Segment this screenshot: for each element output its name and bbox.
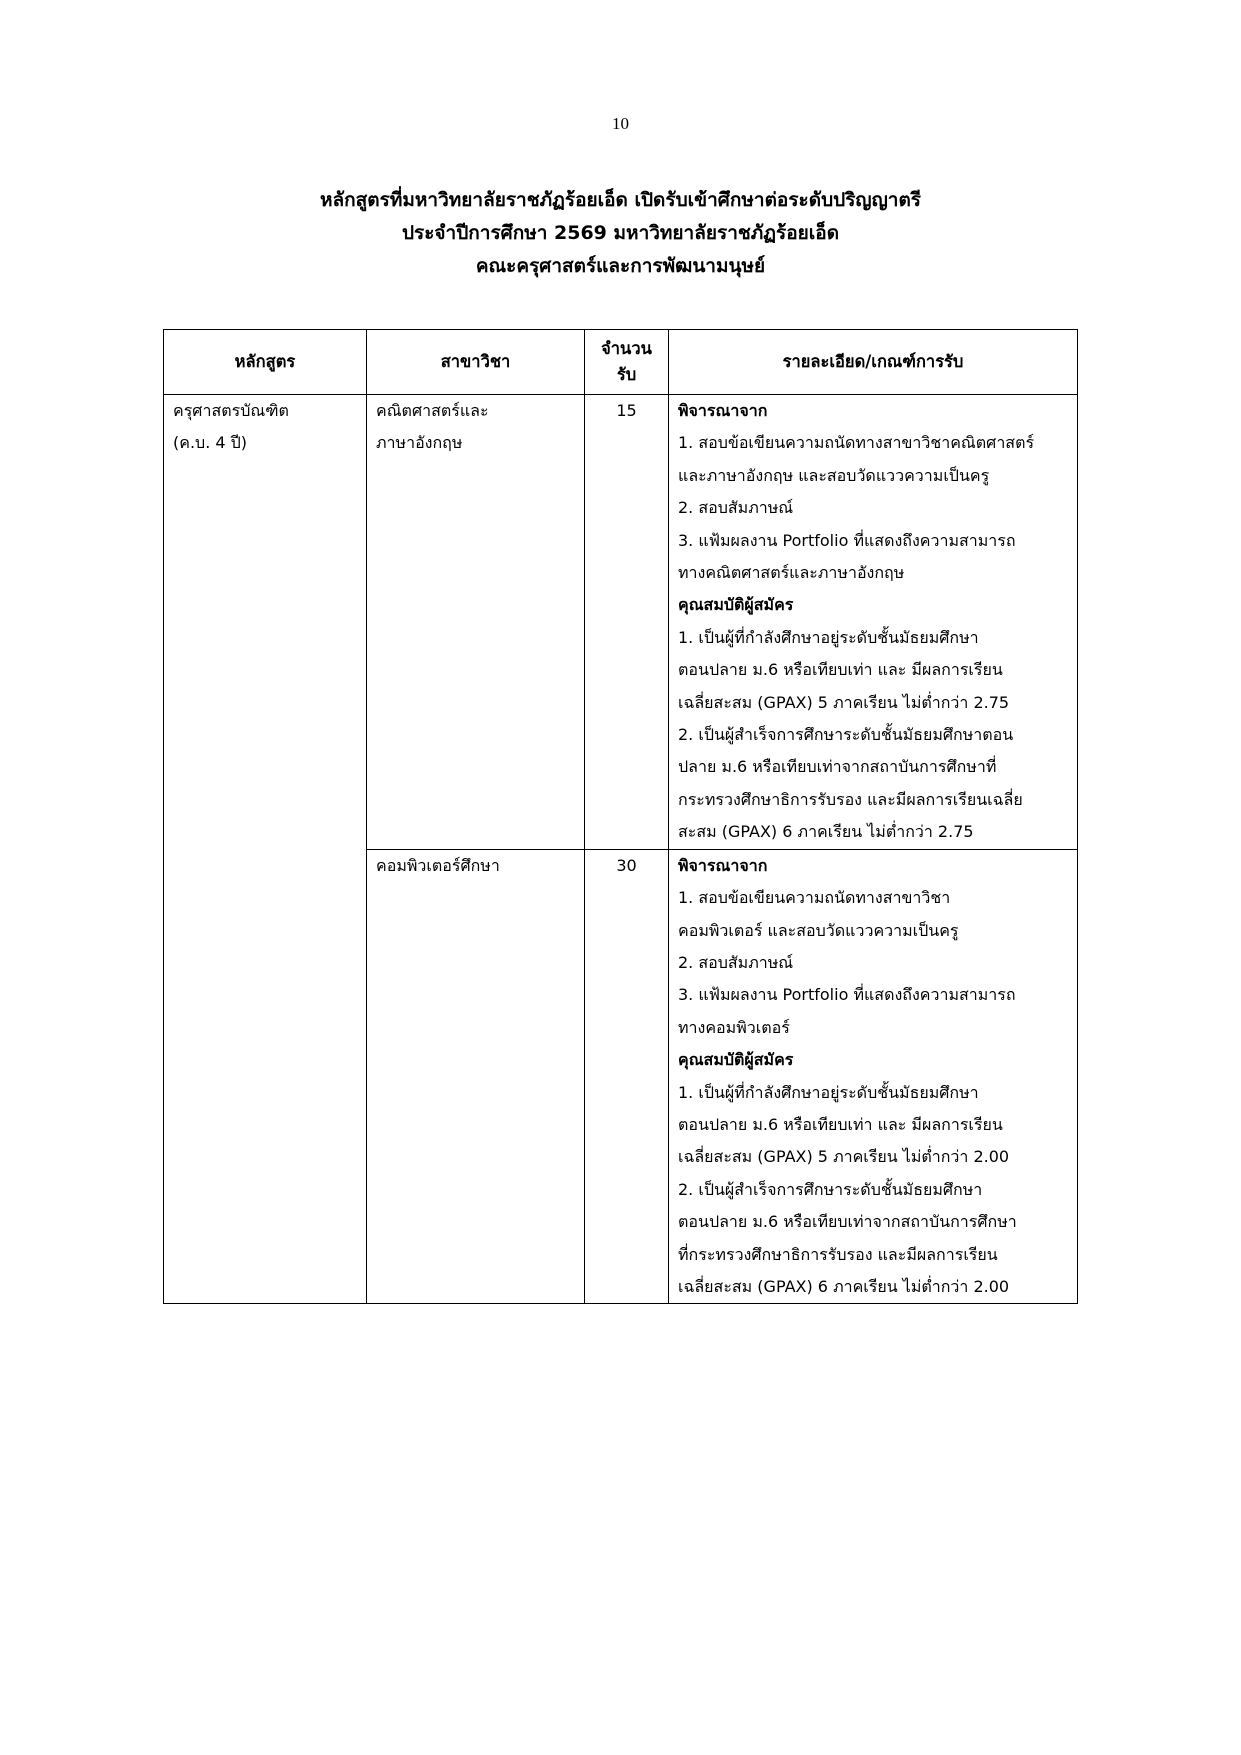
criteria-line: และภาษาอังกฤษ และสอบวัดแววความเป็นครู xyxy=(678,465,990,485)
criteria-line: ทางคณิตศาสตร์และภาษาอังกฤษ xyxy=(678,563,905,583)
qualification-line: 1. เป็นผู้ที่กำลังศึกษาอยู่ระดับชั้นมัธยมศึกษา xyxy=(678,627,979,647)
qualification-line: เฉลี่ยสะสม (GPAX) 5 ภาคเรียน ไม่ต่ำกว่า 2.00 xyxy=(678,1147,1010,1167)
header-quota-line2: รับ xyxy=(616,365,637,384)
quota-cell xyxy=(585,849,669,1304)
title-line: ประจำปีการศึกษา 2569 มหาวิทยาลัยราชภัฏร้อยเอ็ด xyxy=(401,222,840,244)
qualification-line: ที่กระทรวงศึกษาธิการรับรอง และมีผลการเรียน xyxy=(678,1244,998,1264)
qualification-line: 1. เป็นผู้ที่กำลังศึกษาอยู่ระดับชั้นมัธยมศึกษา xyxy=(678,1082,979,1102)
program-cell-continued xyxy=(164,849,367,1304)
title-line: หลักสูตรที่มหาวิทยาลัยราชภัฏร้อยเอ็ด เปิดรับเข้าศึกษาต่อระดับปริญญาตรี xyxy=(320,189,921,211)
qualification-line: ตอนปลาย ม.6 หรือเทียบเท่า และ มีผลการเรียน xyxy=(678,1114,1003,1134)
major-cell xyxy=(367,395,585,850)
qualification-line: ตอนปลาย ม.6 หรือเทียบเท่าจากสถาบันการศึกษา xyxy=(678,1212,1017,1232)
header-details: รายละเอียด/เกณฑ์การรับ xyxy=(669,330,1078,395)
qualification-heading: คุณสมบัติผู้สมัคร xyxy=(678,595,794,615)
qualification-line: กระทรวงศึกษาธิการรับรอง และมีผลการเรียนเฉลี่ย xyxy=(678,789,1023,809)
qualification-line: 2. เป็นผู้สำเร็จการศึกษาระดับชั้นมัธยมศึกษาตอน xyxy=(678,725,1014,745)
criteria-line: 1. สอบข้อเขียนความถนัดทางสาขาวิชา xyxy=(678,888,951,908)
document-title xyxy=(0,184,1241,283)
qualification-line: เฉลี่ยสะสม (GPAX) 5 ภาคเรียน ไม่ต่ำกว่า 2.75 xyxy=(678,692,1010,712)
program-degree: (ค.บ. 4 ปี) xyxy=(173,433,248,453)
header-program: หลักสูตร xyxy=(164,330,367,395)
program-name: ครุศาสตรบัณฑิต xyxy=(173,401,289,420)
quota-value: 30 xyxy=(616,855,637,875)
criteria-line: คอมพิวเตอร์ และสอบวัดแววความเป็นครู xyxy=(678,920,959,940)
criteria-line: 3. แฟ้มผลงาน Portfolio ที่แสดงถึงความสามารถ xyxy=(678,530,1016,550)
qualification-line: ปลาย ม.6 หรือเทียบเท่าจากสถาบันการศึกษาที่ xyxy=(678,757,997,777)
criteria-line: 3. แฟ้มผลงาน Portfolio ที่แสดงถึงความสามารถ xyxy=(678,985,1016,1005)
consider-heading: พิจารณาจาก xyxy=(678,855,768,875)
details-cell xyxy=(669,395,1078,850)
consider-heading: พิจารณาจาก xyxy=(678,401,768,420)
major-cell xyxy=(367,849,585,1304)
table-row xyxy=(164,849,1078,1304)
header-major: สาขาวิชา xyxy=(367,330,585,395)
qualification-line: 2. เป็นผู้สำเร็จการศึกษาระดับชั้นมัธยมศึกษา xyxy=(678,1179,983,1199)
qualification-line: สะสม (GPAX) 6 ภาคเรียน ไม่ต่ำกว่า 2.75 xyxy=(678,822,974,842)
admission-table xyxy=(163,329,1078,1304)
header-quota xyxy=(585,330,669,395)
program-cell xyxy=(164,395,367,850)
major-line: คอมพิวเตอร์ศึกษา xyxy=(376,855,500,875)
page-number: 10 xyxy=(612,114,629,133)
header-quota-line1: จำนวน xyxy=(601,339,652,358)
major-line: คณิตศาสตร์และ xyxy=(376,401,489,420)
criteria-line: 2. สอบสัมภาษณ์ xyxy=(678,952,794,972)
quota-cell xyxy=(585,395,669,850)
qualification-line: ตอนปลาย ม.6 หรือเทียบเท่า และ มีผลการเรียน xyxy=(678,660,1003,680)
table-row xyxy=(164,395,1078,850)
criteria-line: 1. สอบข้อเขียนความถนัดทางสาขาวิชาคณิตศาสตร์ xyxy=(678,433,1035,453)
qualification-line: เฉลี่ยสะสม (GPAX) 6 ภาคเรียน ไม่ต่ำกว่า 2.00 xyxy=(678,1276,1010,1296)
criteria-line: ทางคอมพิวเตอร์ xyxy=(678,1017,790,1037)
criteria-line: 2. สอบสัมภาษณ์ xyxy=(678,498,794,518)
qualification-heading: คุณสมบัติผู้สมัคร xyxy=(678,1050,794,1070)
title-line: คณะครุศาสตร์และการพัฒนามนุษย์ xyxy=(475,255,766,277)
table-header-row xyxy=(164,330,1078,395)
major-line: ภาษาอังกฤษ xyxy=(376,433,463,453)
details-cell xyxy=(669,849,1078,1304)
quota-value: 15 xyxy=(616,401,637,420)
